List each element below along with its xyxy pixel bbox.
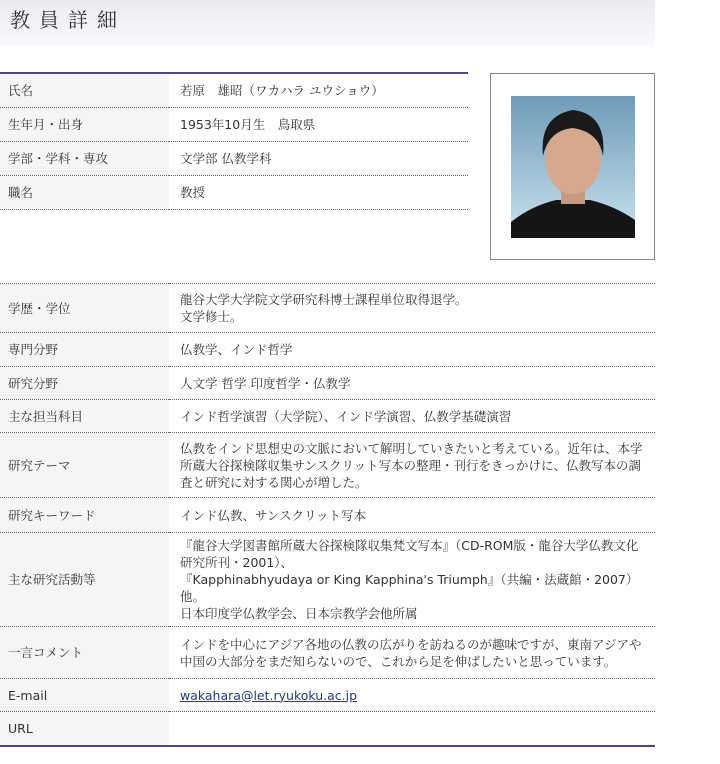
profile-row bbox=[0, 108, 468, 142]
profile-value: 教授 bbox=[169, 176, 468, 210]
details-line: 所蔵大谷探検隊収集サンスクリット写本の整理・刊行をきっかけに、仏教写本の調 bbox=[180, 457, 642, 473]
profile-table bbox=[0, 72, 468, 210]
email-link[interactable]: wakahara@let.ryukoku.ac.jp bbox=[180, 687, 358, 703]
details-value bbox=[169, 498, 655, 533]
profile-label: 職名 bbox=[0, 176, 169, 210]
details-row bbox=[0, 284, 655, 333]
details-line: 『龍谷大学図書館所蔵大谷探検隊収集梵文写本』（CD-ROM版・龍谷大学仏教文化 bbox=[180, 538, 639, 553]
profile-value: 文学部 仏教学科 bbox=[169, 142, 468, 176]
faculty-photo-frame bbox=[490, 73, 655, 260]
details-line: 中国の大部分をまだ知らないので、これから足を伸ばしたいと思っています。 bbox=[180, 653, 617, 669]
details-line: インド哲学演習（大学院）、インド学演習、仏教学基礎演習 bbox=[180, 408, 512, 424]
details-row bbox=[0, 533, 655, 627]
profile-label: 学部・学科・専攻 bbox=[0, 142, 169, 176]
profile-row bbox=[0, 176, 468, 210]
details-value bbox=[169, 333, 655, 367]
profile-value: 若原 雄昭（ワカハラ ユウショウ） bbox=[169, 73, 468, 108]
details-label: 研究キーワード bbox=[0, 498, 169, 533]
details-line: インドを中心にアジア各地の仏教の広がりを訪ねるのが趣味ですが、東南アジアや bbox=[180, 636, 642, 652]
details-row bbox=[0, 627, 655, 679]
details-label: 研究分野 bbox=[0, 367, 169, 400]
details-value bbox=[169, 400, 655, 433]
details-table bbox=[0, 283, 655, 747]
profile-row bbox=[0, 73, 468, 108]
profile-value: 1953年10月生 鳥取県 bbox=[169, 108, 468, 142]
details-value bbox=[169, 627, 655, 679]
details-line: 研究所刊・2001）、 bbox=[180, 555, 294, 570]
details-line: 査と研究に対する関心が増した。 bbox=[180, 474, 368, 490]
profile-label: 生年月・出身 bbox=[0, 108, 169, 142]
profile-label: 氏名 bbox=[0, 73, 169, 108]
details-line: 仏教をインド思想史の文脈において解明していきたいと考えている。近年は、本学 bbox=[180, 440, 643, 456]
details-line: 文学修士。 bbox=[180, 309, 243, 324]
details-value bbox=[169, 433, 655, 498]
details-value bbox=[169, 284, 655, 333]
details-row bbox=[0, 712, 655, 747]
details-label: URL bbox=[0, 712, 169, 747]
details-label: 一言コメント bbox=[0, 627, 169, 679]
details-value bbox=[169, 533, 655, 627]
details-row bbox=[0, 400, 655, 433]
details-label: E-mail bbox=[0, 679, 169, 712]
details-label: 専門分野 bbox=[0, 333, 169, 367]
details-line: 龍谷大学大学院文学研究科博士課程単位取得退学。 bbox=[180, 292, 468, 307]
profile-row bbox=[0, 142, 468, 176]
details-line: 仏教学、インド哲学 bbox=[180, 342, 293, 357]
details-label: 学歴・学位 bbox=[0, 284, 169, 333]
details-line: 他。 bbox=[180, 589, 206, 604]
faculty-photo bbox=[511, 96, 635, 238]
details-line: 人文学 哲学 印度哲学・仏教学 bbox=[180, 375, 351, 391]
details-row bbox=[0, 433, 655, 498]
details-row bbox=[0, 367, 655, 400]
details-value bbox=[169, 679, 655, 712]
page-header bbox=[0, 0, 655, 46]
details-row bbox=[0, 679, 655, 712]
details-line: 『Kapphinabhyudaya or King Kapphina's Triumph』（共編・法蔵館・2007） bbox=[180, 572, 639, 587]
details-value bbox=[169, 367, 655, 400]
details-line: インド仏教、サンスクリット写本 bbox=[180, 507, 367, 523]
details-label: 主な担当科目 bbox=[0, 400, 169, 433]
details-value bbox=[169, 712, 655, 747]
page-title: 教員詳細 bbox=[10, 8, 126, 32]
details-row bbox=[0, 498, 655, 533]
details-line: 日本印度学仏教学会、日本宗教学会他所属 bbox=[180, 606, 418, 621]
details-row bbox=[0, 333, 655, 367]
details-label: 研究テーマ bbox=[0, 433, 169, 498]
details-label: 主な研究活動等 bbox=[0, 533, 169, 627]
